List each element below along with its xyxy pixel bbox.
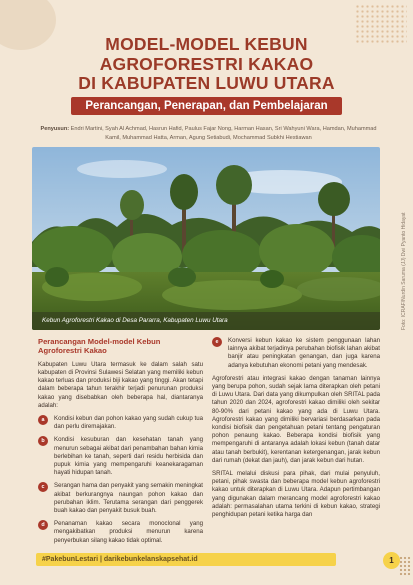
photo-caption: Kebun Agroforestri Kakao di Desa Pararra, Kabupaten Luwu Utara <box>32 312 380 330</box>
decorative-dot-pattern <box>399 556 411 576</box>
photo-credit: Foto: ICRAF/Nurdin Saruma (JJ) Dwi Pyanto Hidayat <box>401 212 407 330</box>
left-column <box>38 337 203 550</box>
section-heading: Perancangan Model-model Kebun Agroforestri Kakao <box>38 337 161 356</box>
authors-label: Penyusun: <box>40 126 70 132</box>
list-item-text: Kondisi kebun dan pohon kakao yang sudah cukup tua dan perlu diremajakan. <box>54 415 203 431</box>
page-number: 1 <box>383 552 400 569</box>
list-item <box>38 436 203 477</box>
list-item-text: Konversi kebun kakao ke sistem penggunaan lahan lainnya akibat terjadinya perubahan biofisik lahan akibat banjir atau peningkatan genangan, dan juga karena adanya kebutuhan ekonomi petani yang mendesak. <box>228 337 380 369</box>
list-item-text: Serangan hama dan penyakit yang semakin meningkat akibat berkurangnya naungan pohon kakao dan perubahan iklim. Terutama serangan dari penggerek buah kakao dan penyakit busuk buah. <box>54 482 203 515</box>
title-line-2: AGROFORESTRI KAKAO <box>99 53 314 74</box>
body-paragraph: Agroforestri atau integrasi kakao dengan tanaman lainnya yang berupa pohon, sudah sejak lama diterapkan oleh petani di Luwu Utara. Dari data yang dikumpulkan oleh SRITAL pada tahun 2020 dan 2024, agroforestri kakao dimiliki oleh sekitar 80-90% dari petani kakao yang ada di Luwu Utara. Agroforestri kakao yang dimiliki bervariasi berdasarkan pada kondisi biofisik dan pengetahuan petani tentang pengaturan pohon penaung kakao. Beberapa kondisi biofisik yang mempengaruhi di antaranya adalah lokasi kebun (tanah datar atau tanah berbukit), kerentanan ketergenangan, jarak kebun dari rumah (dekat dan jauh), dan jarak kebun dari hutan. <box>212 374 380 464</box>
list-item <box>38 482 203 515</box>
cover-photo <box>32 147 380 330</box>
footer <box>0 551 413 575</box>
list-badge: a <box>38 415 48 425</box>
list-item <box>212 337 380 370</box>
authors-names: Endri Martini, Syah Al Achmad, Hasrun Hafid, Paulus Fajar Nong, Harman Hasan, Sri Wahyuni Wara, Hamdan, Muhammad Kamil, Muhammad Hatta, Arman, Agung Setiabudi, Mochammad Subkhi Hestiawan <box>70 126 377 141</box>
right-column <box>212 337 380 524</box>
title-line-3: DI KABUPATEN LUWU UTARA <box>78 73 335 93</box>
hashtag-banner: #PakebunLestari | darikebunkelanskapsehat.id <box>36 553 336 566</box>
intro-paragraph: Kabupaten Luwu Utara termasuk ke dalam salah satu kabupaten di Provinsi Sulawesi Selatan yang memiliki kebun kakao terluas dan produksi biji kakao yang tinggi. Akan tetapi dalam beberapa tahun terakhir terjadi penurunan produksi kakao yang disebabkan oleh beberapa hal, diantaranya adalah: <box>38 360 203 409</box>
list-badge: c <box>38 482 48 492</box>
list-item-text: Penanaman kakao secara monoclonal yang mengakibatkan produksi menurun karena penyerbukan silang kakao tidak optimal. <box>54 520 203 544</box>
title-line-1: MODEL-MODEL KEBUN <box>105 34 308 54</box>
list-item <box>38 520 203 545</box>
agroforestry-landscape-image <box>32 147 380 330</box>
title-block <box>0 36 413 115</box>
list-badge: d <box>38 520 48 530</box>
list-badge: e <box>212 337 222 347</box>
subtitle-banner: Perancangan, Penerapan, dan Pembelajaran <box>71 97 341 115</box>
body-paragraph: SRITAL melalui diskusi para pihak, dari mulai penyuluh, petani, pihak swasta dan beberapa model kebun agroforestri kakao untuk diterapkan di Luwu Utara. Adapun pertimbangan yang digunakan dalam merancang model agroforestri kakao adalah: permasalahan utama terkini di kebun kakao, strategi penghidupan petani ketika harga dan <box>212 470 380 519</box>
authors-line <box>36 125 381 143</box>
list-badge: b <box>38 436 48 446</box>
list-item <box>38 415 203 431</box>
list-item-text: Kondisi kesuburan dan kesehatan tanah yang menurun sebagai akibat dari penambahan bahan kimia berlebihan ke tanah, seperti dari residu herbisida dan pupuk kimia yang mempengaruhi keanekaragaman hayati hidupan tanah. <box>54 436 203 477</box>
